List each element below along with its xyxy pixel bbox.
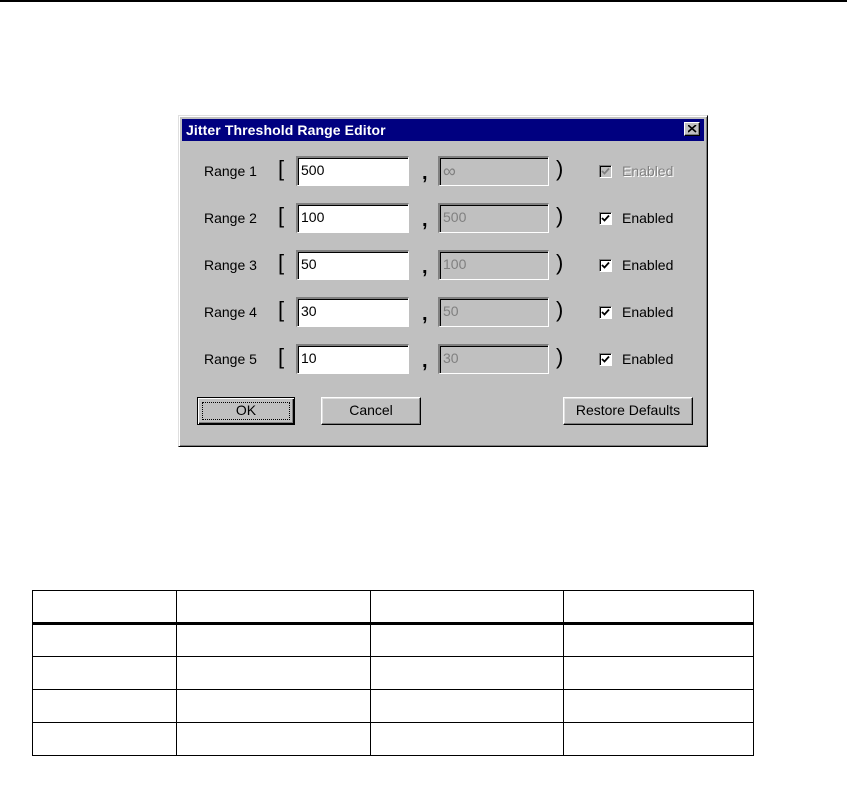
- range-4-max-input: 50: [438, 297, 549, 327]
- bracket-open: [: [278, 250, 285, 275]
- range-5-max-input: 30: [438, 344, 549, 374]
- bracket-close: ): [556, 203, 564, 228]
- comma-separator: ,: [422, 209, 428, 231]
- table-cell: [564, 690, 754, 723]
- range-3-enabled-checkbox[interactable]: [599, 259, 612, 272]
- table-cell: [371, 657, 564, 690]
- restore-defaults-button[interactable]: Restore Defaults: [563, 397, 693, 425]
- table-row: [33, 690, 754, 723]
- table-cell: [177, 657, 371, 690]
- range-label: Range 5: [204, 351, 257, 367]
- dialog-titlebar[interactable]: [182, 119, 704, 141]
- table-cell: [371, 591, 564, 624]
- range-2-enabled-checkbox[interactable]: [599, 212, 612, 225]
- range-row-5: [179, 344, 707, 374]
- table-cell: [371, 624, 564, 657]
- table-header-row: [33, 591, 754, 624]
- ok-button[interactable]: [197, 397, 295, 425]
- page-top-rule: [0, 0, 847, 2]
- table-cell: [177, 723, 371, 756]
- bracket-open: [: [278, 156, 285, 181]
- ok-button-label: OK: [235, 402, 257, 418]
- table-cell: [371, 723, 564, 756]
- range-4-enabled-checkbox[interactable]: [599, 306, 612, 319]
- table-cell: [371, 690, 564, 723]
- focus-rect: [202, 402, 290, 420]
- range-2-enabled-label[interactable]: Enabled: [622, 210, 674, 226]
- checkmark-icon: [601, 167, 610, 176]
- range-5-enabled-label[interactable]: Enabled: [622, 351, 674, 367]
- table-cell: [564, 657, 754, 690]
- comma-separator: ,: [422, 162, 428, 184]
- range-row-4: [179, 297, 707, 327]
- dialog-title: Jitter Threshold Range Editor: [186, 122, 386, 138]
- range-3-max-input: 100: [438, 250, 549, 280]
- table-cell: [33, 657, 177, 690]
- table-row: [33, 657, 754, 690]
- table-row: [33, 723, 754, 756]
- bracket-close: ): [556, 156, 564, 181]
- checkmark-icon: [601, 214, 610, 223]
- range-4-min-input[interactable]: 30: [296, 297, 409, 327]
- table-cell: [33, 723, 177, 756]
- table-cell: [177, 591, 371, 624]
- range-1-min-input[interactable]: 500: [296, 156, 409, 186]
- range-3-min-input[interactable]: 50: [296, 250, 409, 280]
- cancel-button[interactable]: Cancel: [321, 397, 421, 425]
- range-1-enabled-checkbox: [599, 165, 612, 178]
- table-cell: [33, 591, 177, 624]
- checkmark-icon: [601, 355, 610, 364]
- checkmark-icon: [601, 261, 610, 270]
- close-button[interactable]: [684, 122, 700, 136]
- range-row-1: [179, 156, 707, 186]
- comma-separator: ,: [422, 350, 428, 372]
- range-label: Range 4: [204, 304, 257, 320]
- bracket-close: ): [556, 344, 564, 369]
- bracket-close: ): [556, 250, 564, 275]
- bracket-open: [: [278, 297, 285, 322]
- table-cell: [177, 690, 371, 723]
- range-2-max-input: 500: [438, 203, 549, 233]
- range-2-min-input[interactable]: 100: [296, 203, 409, 233]
- range-row-3: [179, 250, 707, 280]
- comma-separator: ,: [422, 303, 428, 325]
- range-row-2: [179, 203, 707, 233]
- bracket-open: [: [278, 344, 285, 369]
- empty-table: [32, 590, 754, 756]
- table-cell: [564, 624, 754, 657]
- range-4-enabled-label[interactable]: Enabled: [622, 304, 674, 320]
- close-icon: [688, 125, 697, 133]
- range-5-enabled-checkbox[interactable]: [599, 353, 612, 366]
- checkmark-icon: [601, 308, 610, 317]
- range-label: Range 2: [204, 210, 257, 226]
- table-cell: [564, 591, 754, 624]
- range-label: Range 1: [204, 163, 257, 179]
- jitter-threshold-dialog: [178, 115, 708, 447]
- table-row: [33, 624, 754, 657]
- table-cell: [33, 690, 177, 723]
- bracket-open: [: [278, 203, 285, 228]
- comma-separator: ,: [422, 256, 428, 278]
- table-cell: [33, 624, 177, 657]
- table-cell: [564, 723, 754, 756]
- range-3-enabled-label[interactable]: Enabled: [622, 257, 674, 273]
- range-label: Range 3: [204, 257, 257, 273]
- bracket-close: ): [556, 297, 564, 322]
- table-cell: [177, 624, 371, 657]
- range-1-enabled-label: Enabled: [622, 163, 674, 179]
- range-1-max-input: ∞: [438, 156, 549, 186]
- range-5-min-input[interactable]: 10: [296, 344, 409, 374]
